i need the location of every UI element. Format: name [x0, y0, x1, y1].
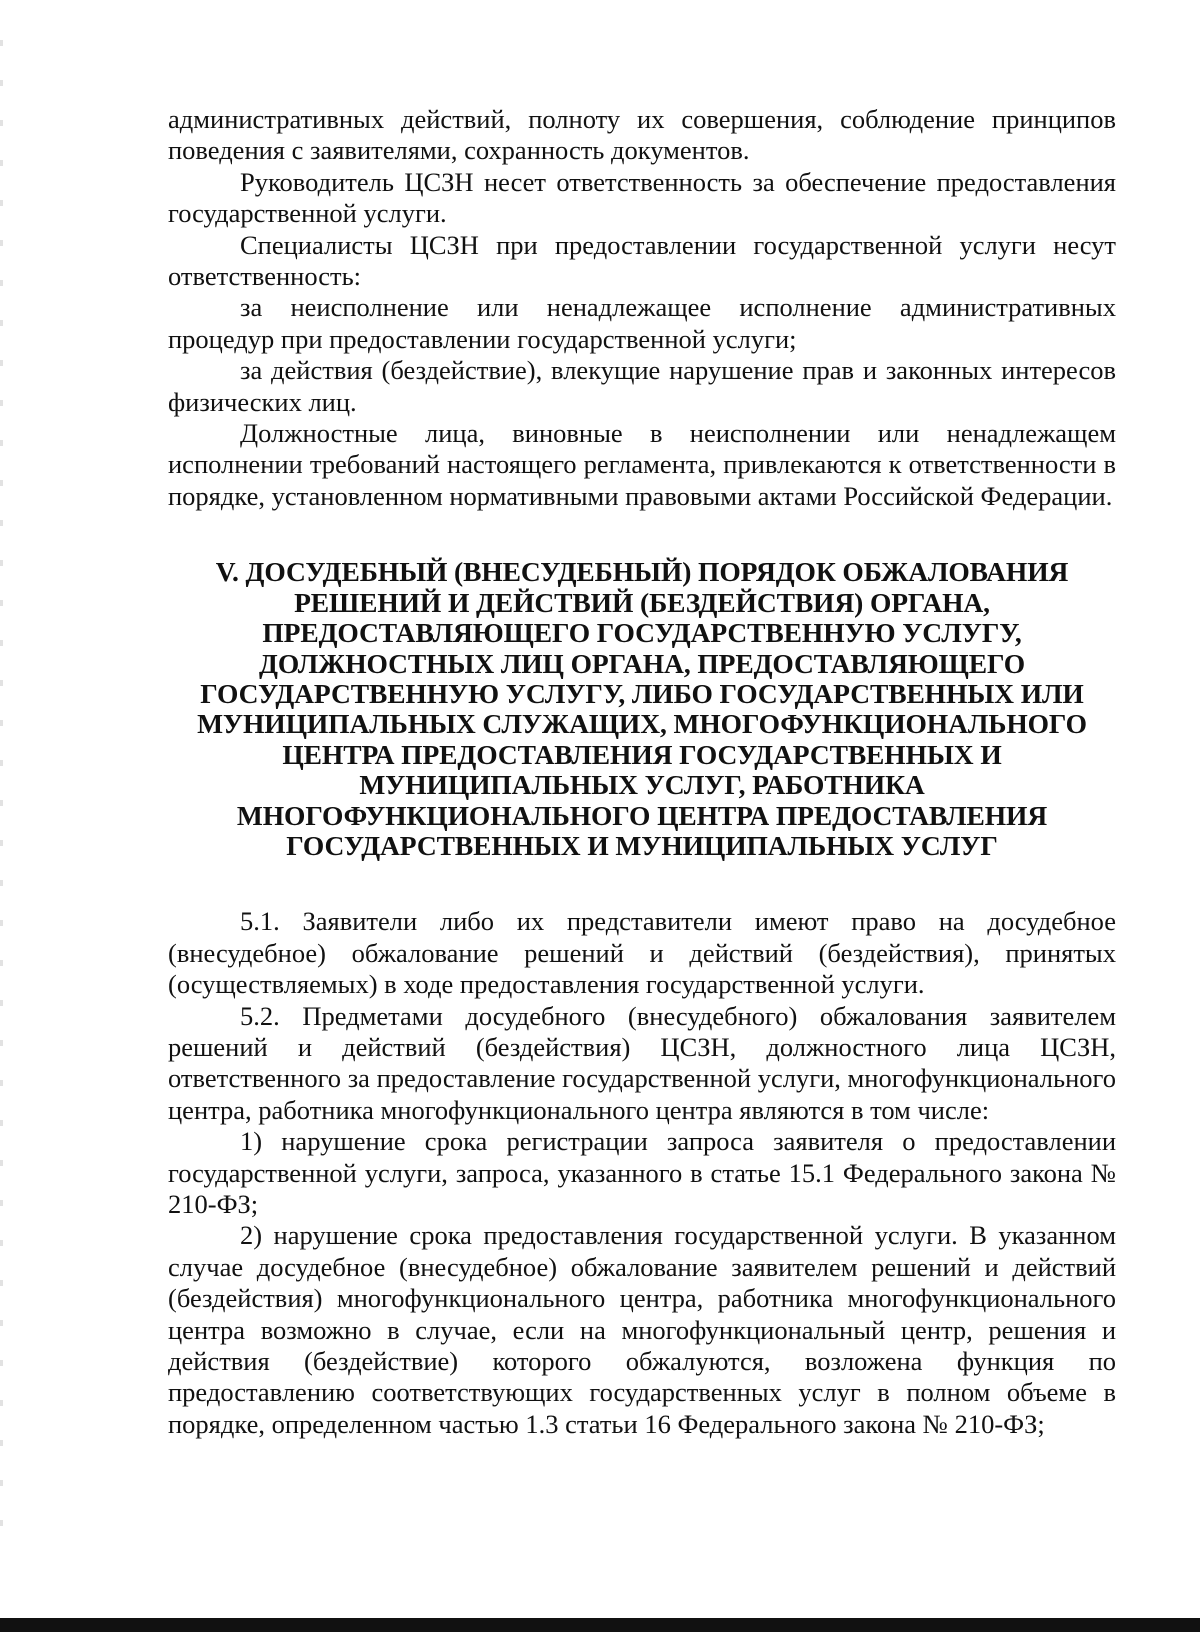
scan-bottom-edge	[0, 1618, 1200, 1632]
list-item-2: 2) нарушение срока предоставления государственной услуги. В указанном случае досудебное (внесудебное) обжалование заявителем решений и действий (бездействия) многофункционального центра, работника многофункционального центра возможно в случае, если на многофункциональный центр, решения и действия (бездействие) которого обжалуются, возложена функция по предоставлению соответствующих государственных услуг в полном объеме в порядке, определенном частью 1.3 статьи 16 Федерального закона № 210-ФЗ;	[168, 1220, 1116, 1439]
list-item-1: 1) нарушение срока регистрации запроса заявителя о предоставлении государственной услуги, запроса, указанного в статье 15.1 Федерального закона № 210-ФЗ;	[168, 1126, 1116, 1219]
scan-edge-artifact	[0, 40, 3, 1540]
section-title: V. ДОСУДЕБНЫЙ (ВНЕСУДЕБНЫЙ) ПОРЯДОК ОБЖАЛОВАНИЯ РЕШЕНИЙ И ДЕЙСТВИЙ (БЕЗДЕЙСТВИЯ) ОРГАНА, ПРЕДОСТАВЛЯЮЩЕГО ГОСУДАРСТВЕННУЮ УСЛУГУ, ДОЛЖНОСТНЫХ ЛИЦ ОРГАНА, ПРЕДОСТАВЛЯЮЩЕГО ГОСУДАРСТВЕННУЮ УСЛУГУ, ЛИБО ГОСУДАРСТВЕННЫХ ИЛИ МУНИЦИПАЛЬНЫХ СЛУЖАЩИХ, МНОГОФУНКЦИОНАЛЬНОГО ЦЕНТРА ПРЕДОСТАВЛЕНИЯ ГОСУДАРСТВЕННЫХ И МУНИЦИПАЛЬНЫХ УСЛУГ, РАБОТНИКА МНОГОФУНКЦИОНАЛЬНОГО ЦЕНТРА ПРЕДОСТАВЛЕНИЯ ГОСУДАРСТВЕННЫХ И МУНИЦИПАЛЬНЫХ УСЛУГ	[197, 556, 1087, 861]
paragraph-head-responsibility: Руководитель ЦСЗН несет ответственность за обеспечение предоставления государственной услуги.	[168, 166, 1116, 229]
paragraph-5-2: 5.2. Предметами досудебного (внесудебного) обжалования заявителем решений и действий (бездействия) ЦСЗН, должностного лица ЦСЗН, ответственного за предоставление государственной услуги, многофункционального центра, работника многофункционального центра являются в том числе:	[168, 1000, 1116, 1125]
document-page	[168, 104, 1116, 1440]
paragraph-5-1: 5.1. Заявители либо их представители имеют право на досудебное (внесудебное) обжалование решений и действий (бездействия), принятых (осуществляемых) в ходе предоставления государственной услуги.	[168, 906, 1116, 1000]
section-body	[168, 906, 1116, 1440]
paragraph-continuation: административных действий, полноту их совершения, соблюдение принципов поведения с заявителями, сохранность документов.	[168, 104, 1116, 166]
paragraph-actions-violations: за действия (бездействие), влекущие нарушение прав и законных интересов физических лиц.	[168, 355, 1116, 417]
paragraph-officials-liability: Должностные лица, виновные в неисполнении или ненадлежащем исполнении требований настоящего регламента, привлекаются к ответственности в порядке, установленном нормативными правовыми актами Российской Федерации.	[168, 418, 1116, 511]
paragraph-nonperformance: за неисполнение или ненадлежащее исполнение административных процедур при предоставлении государственной услуги;	[168, 292, 1116, 354]
paragraph-specialists-responsibility: Специалисты ЦСЗН при предоставлении государственной услуги несут ответственность:	[168, 229, 1116, 292]
